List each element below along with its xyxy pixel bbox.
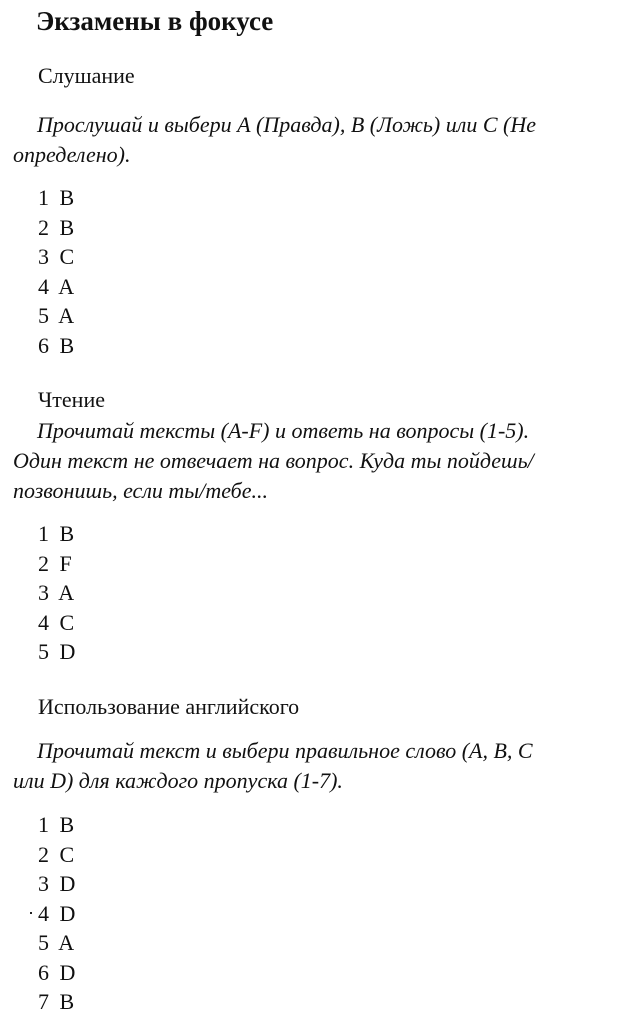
answer-letter: D <box>59 959 76 985</box>
answer-number: 5 <box>38 639 49 664</box>
answer-item <box>38 840 75 870</box>
instruction-listening <box>13 110 625 170</box>
answer-letter: C <box>59 609 75 635</box>
instruction-line: определено). <box>13 142 131 167</box>
answer-item <box>38 272 74 302</box>
answer-letter: B <box>59 332 75 358</box>
answer-number: 7 <box>38 989 49 1014</box>
answer-item <box>38 608 75 638</box>
answer-item <box>38 928 75 958</box>
answer-letter: B <box>59 185 75 210</box>
answer-letter: C <box>59 841 75 867</box>
answer-number: 2 <box>38 550 49 576</box>
instruction-reading <box>13 416 625 506</box>
answer-number: 4 <box>38 609 49 635</box>
answer-letter: B <box>59 812 75 837</box>
answer-list-reading <box>38 519 75 667</box>
answer-number: 6 <box>38 959 49 985</box>
instruction-line: Прочитай текст и выбери правильное слово (А, В, С <box>37 738 533 763</box>
answer-list-listening <box>38 183 74 360</box>
answer-letter: A <box>58 303 75 328</box>
answer-number: 3 <box>38 244 49 269</box>
section-heading-use-of-english: Использование английского <box>38 694 300 719</box>
instruction-line: Прослушай и выбери А (Правда), В (Ложь) или С (Не <box>37 112 537 137</box>
answer-number: 1 <box>38 812 49 837</box>
page-title: Экзамены в фокусе <box>36 6 274 36</box>
print-speck <box>30 912 32 914</box>
answer-item <box>38 213 74 243</box>
instruction-line: Один текст не отвечает на вопрос. Куда ты пойдешь/ <box>13 448 534 473</box>
answer-letter: F <box>59 550 72 576</box>
answer-number: 2 <box>38 214 49 240</box>
instruction-line: Прочитай тексты (A-F) и ответь на вопросы (1-5). <box>37 418 530 443</box>
answer-number: 2 <box>38 841 49 867</box>
section-heading-listening: Слушание <box>38 63 135 88</box>
answer-item <box>38 958 75 988</box>
answer-number: 5 <box>38 303 49 328</box>
answer-number: 3 <box>38 580 49 605</box>
answer-letter: C <box>59 244 75 269</box>
answer-item <box>38 578 75 608</box>
instruction-use-of-english <box>13 736 625 796</box>
answer-item <box>38 183 74 213</box>
answer-item <box>38 331 74 361</box>
answer-letter: D <box>59 900 76 926</box>
answer-letter: D <box>59 639 76 664</box>
answer-number: 5 <box>38 930 49 955</box>
answer-number: 1 <box>38 521 49 546</box>
answer-item <box>38 869 75 899</box>
answer-list-use-of-english <box>38 810 75 1017</box>
answer-letter: B <box>59 214 75 240</box>
answer-letter: D <box>59 871 76 896</box>
answer-letter: A <box>58 930 75 955</box>
instruction-line: или D) для каждого пропуска (1-7). <box>13 768 343 793</box>
section-heading-reading: Чтение <box>38 387 105 412</box>
answer-number: 4 <box>38 273 49 299</box>
answer-letter: B <box>59 521 75 546</box>
answer-letter: A <box>58 273 75 299</box>
answer-item <box>38 637 75 667</box>
answer-item <box>38 549 75 579</box>
answer-number: 6 <box>38 332 49 358</box>
answer-item <box>38 301 74 331</box>
answer-number: 4 <box>38 900 49 926</box>
instruction-line: позвонишь, если ты/тебе... <box>13 478 269 503</box>
answer-number: 3 <box>38 871 49 896</box>
answer-item <box>38 519 75 549</box>
answer-item <box>38 242 74 272</box>
answer-letter: A <box>58 580 75 605</box>
answer-number: 1 <box>38 185 49 210</box>
answer-item <box>38 899 75 929</box>
answer-item <box>38 810 75 840</box>
answer-letter: B <box>59 989 75 1014</box>
answer-item <box>38 987 75 1017</box>
